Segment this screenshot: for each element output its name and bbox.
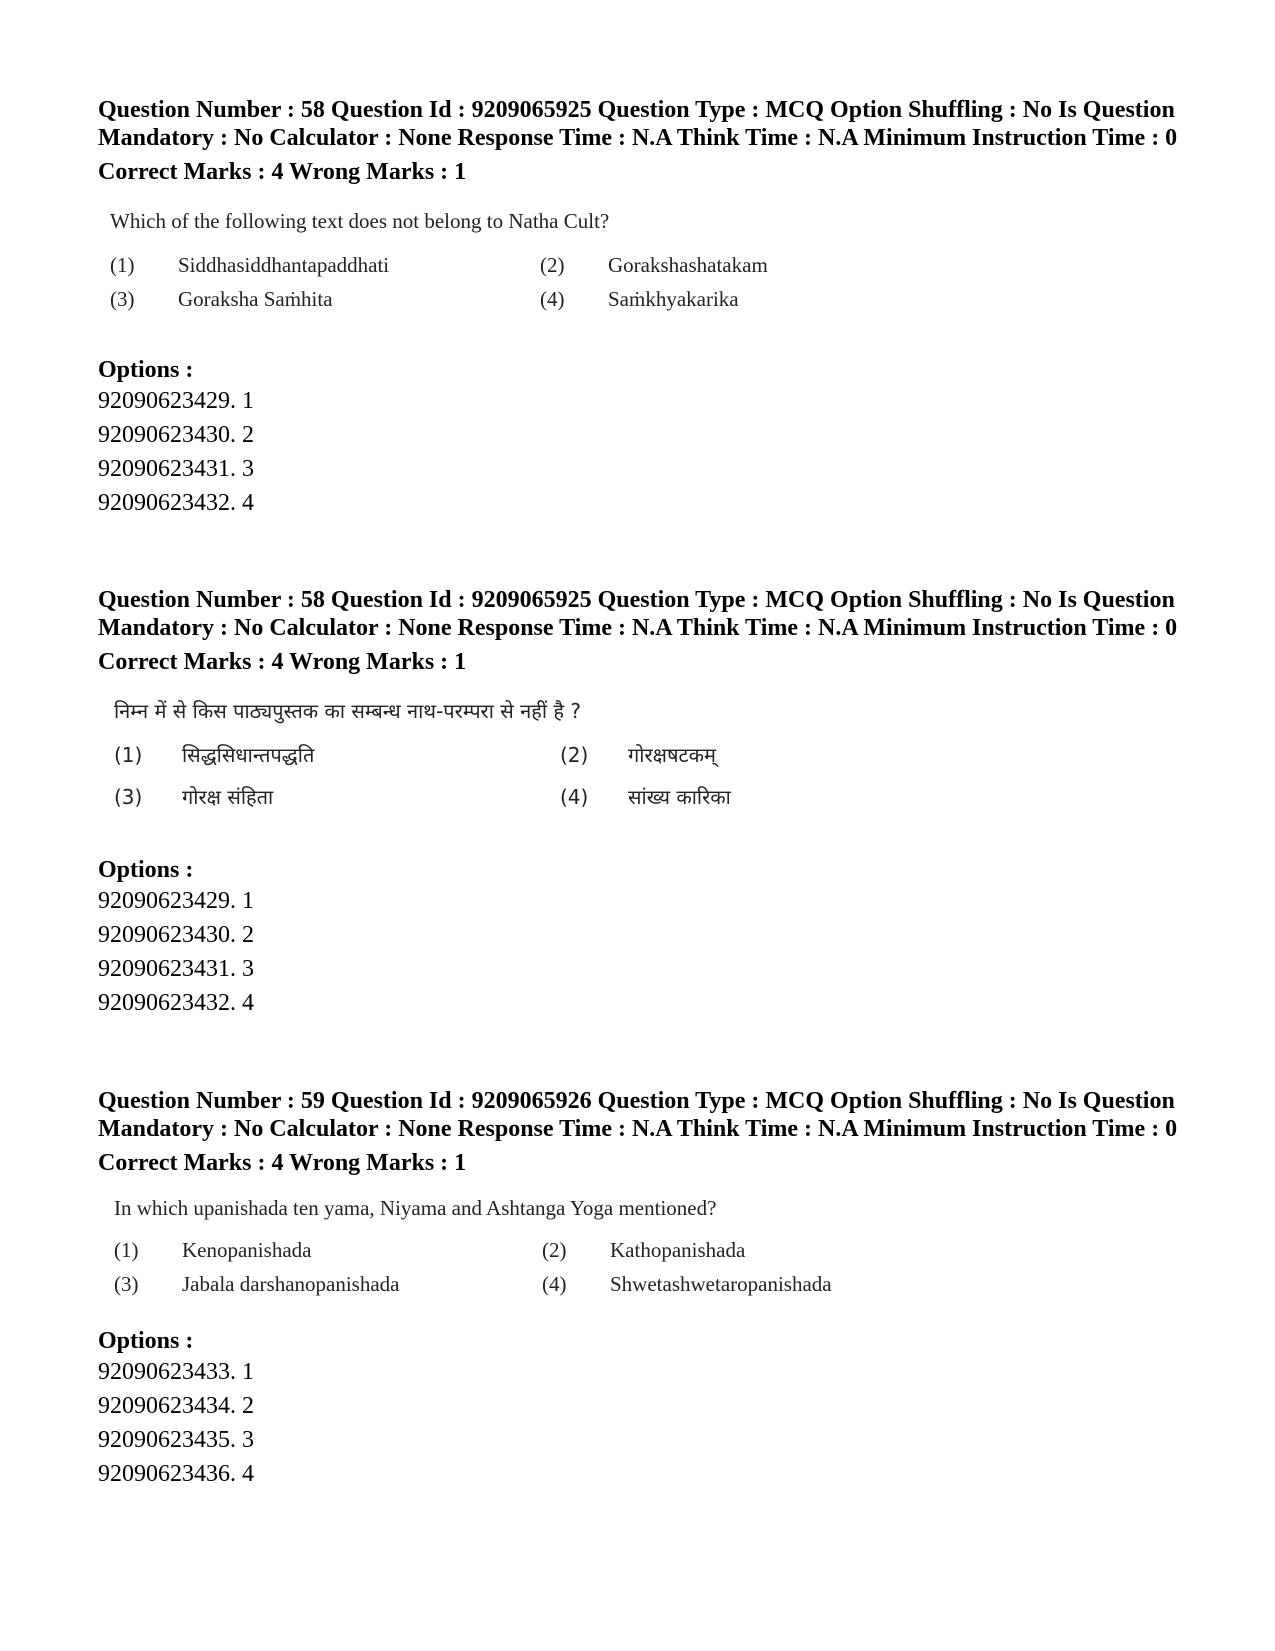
option-line: 92090623431. 3	[98, 456, 254, 482]
question-meta: Question Number : 58 Question Id : 9209065925 Question Type : MCQ Option Shuffling : No Is Question Mandatory : No Calculator : None Response Time : N.A Think Time : N.A Minimum Instruction Time : 0	[98, 587, 1178, 641]
option-line: 92090623429. 1	[98, 888, 254, 914]
option-line: 92090623429. 1	[98, 388, 254, 414]
choice-item	[114, 1271, 400, 1297]
choice-label: Kenopanishada	[182, 1238, 312, 1262]
choice-number: (3)	[114, 1272, 139, 1296]
choice-label: गोरक्षषटकम्	[628, 743, 716, 767]
choice-grid	[98, 1237, 1188, 1307]
choice-item	[110, 252, 389, 278]
options-title: Options :	[98, 857, 194, 883]
choice-item	[560, 742, 716, 768]
option-line: 92090623436. 4	[98, 1461, 254, 1487]
choice-number: (3)	[110, 287, 135, 311]
question-text: निम्न में से किस पाठ्यपुस्तक का सम्बन्ध नाथ-परम्परा से नहीं है ?	[114, 699, 582, 723]
question-marks: Correct Marks : 4 Wrong Marks : 1	[98, 159, 467, 185]
options-title: Options :	[98, 1328, 194, 1354]
choice-item	[542, 1237, 745, 1263]
choice-item	[540, 286, 739, 312]
option-line: 92090623433. 1	[98, 1359, 254, 1385]
choice-label: Gorakshashatakam	[608, 253, 768, 277]
choice-grid	[98, 252, 1188, 322]
choice-item	[114, 784, 273, 810]
option-line: 92090623432. 4	[98, 490, 254, 516]
choice-number: (2)	[540, 253, 565, 277]
choice-item	[542, 1271, 832, 1297]
choice-number: (3)	[114, 785, 143, 809]
question-marks: Correct Marks : 4 Wrong Marks : 1	[98, 649, 467, 675]
choice-label: गोरक्ष संहिता	[182, 785, 274, 809]
question-block	[98, 1087, 1188, 1491]
option-line: 92090623430. 2	[98, 422, 254, 448]
choice-label: Kathopanishada	[610, 1238, 746, 1262]
choice-item	[110, 286, 333, 312]
choice-item	[560, 784, 731, 810]
choice-number: (1)	[114, 1238, 139, 1262]
option-line: 92090623435. 3	[98, 1427, 254, 1453]
choice-label: Goraksha Saṁhita	[178, 287, 333, 311]
choice-number: (2)	[560, 743, 589, 767]
question-text: In which upanishada ten yama, Niyama and Ashtanga Yoga mentioned?	[114, 1196, 717, 1220]
choice-label: सिद्धसिधान्तपद्धति	[182, 743, 315, 767]
choice-number: (1)	[110, 253, 135, 277]
question-text: Which of the following text does not belong to Natha Cult?	[110, 209, 610, 233]
question-image	[98, 1195, 1188, 1307]
choice-label: सांख्य कारिका	[628, 785, 731, 809]
option-line: 92090623434. 2	[98, 1393, 254, 1419]
question-image	[98, 208, 1188, 322]
choice-number: (4)	[540, 287, 565, 311]
question-meta: Question Number : 58 Question Id : 9209065925 Question Type : MCQ Option Shuffling : No Is Question Mandatory : No Calculator : None Response Time : N.A Think Time : N.A Minimum Instruction Time : 0	[98, 97, 1178, 151]
choice-item	[114, 742, 314, 768]
question-block	[98, 96, 1188, 520]
question-image	[98, 698, 1188, 822]
choice-label: Saṁkhyakarika	[608, 287, 739, 311]
question-block	[98, 586, 1188, 1020]
choice-label: Shwetashwetaropanishada	[610, 1272, 832, 1296]
choice-number: (4)	[560, 785, 589, 809]
option-line: 92090623430. 2	[98, 922, 254, 948]
choice-grid	[98, 742, 1188, 822]
question-meta: Question Number : 59 Question Id : 9209065926 Question Type : MCQ Option Shuffling : No Is Question Mandatory : No Calculator : None Response Time : N.A Think Time : N.A Minimum Instruction Time : 0	[98, 1088, 1178, 1142]
choice-number: (4)	[542, 1272, 567, 1296]
choice-item	[540, 252, 768, 278]
choice-label: Siddhasiddhantapaddhati	[178, 253, 390, 277]
choice-number: (1)	[114, 743, 143, 767]
option-line: 92090623431. 3	[98, 956, 254, 982]
choice-item	[114, 1237, 311, 1263]
choice-number: (2)	[542, 1238, 567, 1262]
options-title: Options :	[98, 357, 194, 383]
option-line: 92090623432. 4	[98, 990, 254, 1016]
question-marks: Correct Marks : 4 Wrong Marks : 1	[98, 1150, 467, 1176]
choice-label: Jabala darshanopanishada	[182, 1272, 400, 1296]
